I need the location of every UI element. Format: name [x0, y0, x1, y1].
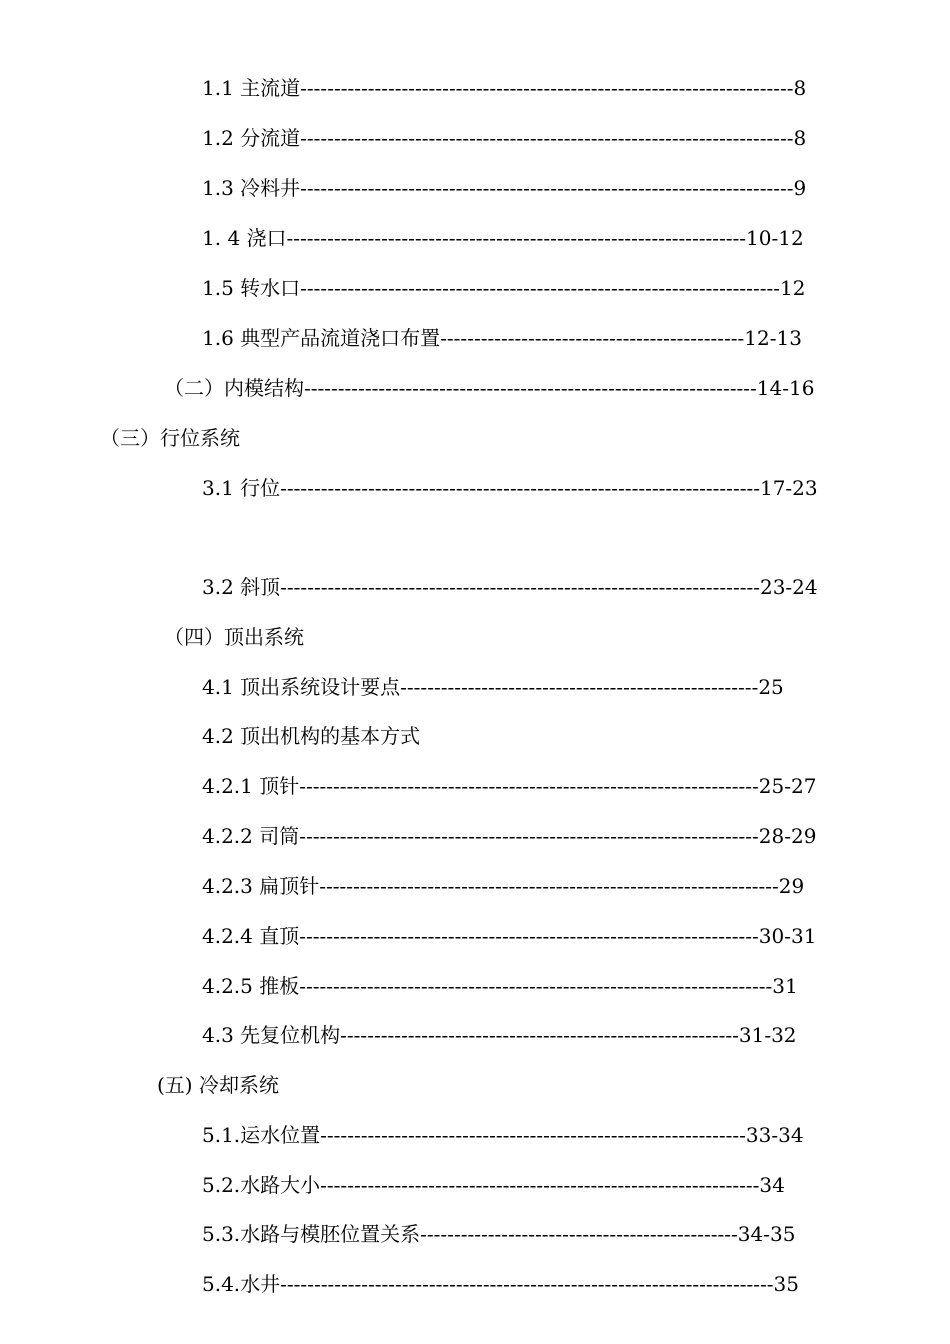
toc-section-heading: （三）行位系统 — [100, 426, 240, 450]
toc-line: 4.2 顶出机构的基本方式 — [202, 724, 421, 748]
toc-line: 4.3 先复位机构-----------------------------------------------------------31-32 — [202, 1023, 797, 1047]
toc-line: 1.3 冷料井-------------------------------------------------------------------------9 — [202, 176, 807, 200]
toc-section-heading: （二）内模结构-------------------------------------------------------------------14-16 — [164, 376, 815, 400]
toc-line: 5.3.水路与模胚位置关系-----------------------------------------------34-35 — [202, 1222, 796, 1246]
toc-line: 3.1 行位-----------------------------------------------------------------------17-23 — [202, 476, 818, 500]
toc-line: 1.5 转水口-----------------------------------------------------------------------12 — [202, 276, 806, 300]
toc-line: 1.2 分流道-------------------------------------------------------------------------8 — [202, 126, 807, 150]
toc-line: 4.2.2 司筒--------------------------------------------------------------------28-29 — [202, 824, 817, 848]
toc-section-heading: （四）顶出系统 — [164, 625, 304, 649]
toc-line: 4.1 顶出系统设计要点-----------------------------------------------------25 — [202, 675, 784, 699]
toc-line: 4.2.4 直顶--------------------------------------------------------------------30-31 — [202, 924, 817, 948]
toc-line: 1. 4 浇口--------------------------------------------------------------------10-12 — [202, 226, 804, 250]
toc-line: 5.2.水路大小-----------------------------------------------------------------34 — [202, 1173, 785, 1197]
toc-line: 1.6 典型产品流道浇口布置---------------------------------------------12-13 — [202, 326, 802, 350]
toc-line: 4.2.3 扁顶针--------------------------------------------------------------------29 — [202, 874, 805, 898]
toc-line: 4.2.5 推板----------------------------------------------------------------------31 — [202, 974, 798, 998]
toc-section-heading: (五) 冷却系统 — [157, 1073, 279, 1097]
toc-line: 1.1 主流道-------------------------------------------------------------------------8 — [202, 76, 807, 100]
toc-line: 4.2.1 顶针--------------------------------------------------------------------25-27 — [202, 774, 817, 798]
toc-line: 5.1.运水位置---------------------------------------------------------------33-34 — [202, 1123, 804, 1147]
toc-line: 5.4.水井-------------------------------------------------------------------------35 — [202, 1272, 799, 1296]
toc-line: 3.2 斜顶-----------------------------------------------------------------------23-24 — [202, 575, 818, 599]
